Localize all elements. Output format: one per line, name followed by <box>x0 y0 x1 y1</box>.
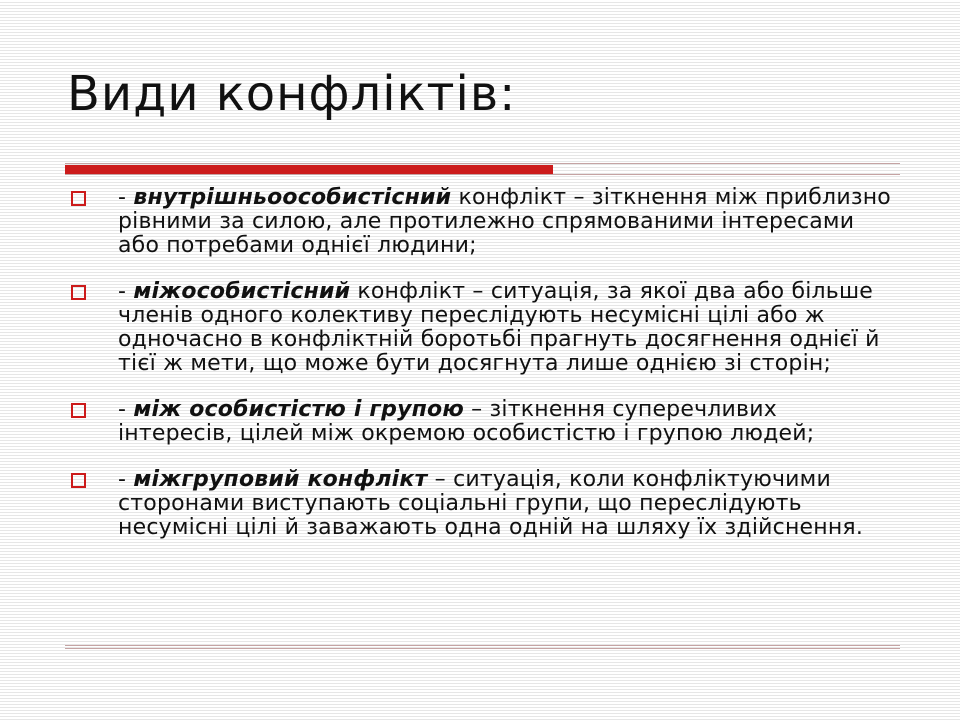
bottom-divider-line-top <box>65 645 900 646</box>
bullet-text: – зіткнення суперечливих інтересів, цілей між окремою особистістю і групою людей; <box>118 397 815 446</box>
bullet-item <box>65 398 895 446</box>
bullet-prefix: - <box>118 185 134 210</box>
hollow-square-icon <box>71 473 86 488</box>
hollow-square-icon <box>71 403 86 418</box>
bullet-prefix: - <box>118 467 134 492</box>
bullet-item <box>65 468 895 540</box>
divider-thin-line-bottom <box>65 174 900 175</box>
bullet-term: між особистістю і групою <box>133 397 464 422</box>
title-divider <box>65 163 900 175</box>
bottom-divider <box>65 645 900 649</box>
bottom-divider-line-bottom <box>65 648 900 649</box>
bullet-text: конфлікт – ситуація, за якої два або більше членів одного колективу переслідують несумісні цілі або ж одночасно в конфліктній боротьбі прагнуть досягнення однієї й тієї ж мети, що може бути досягнута лише однією зі сторін; <box>118 279 880 376</box>
bullet-item <box>65 280 895 376</box>
divider-thin-line-top <box>65 163 900 164</box>
bullet-prefix: - <box>118 279 134 304</box>
bullet-list <box>65 186 895 562</box>
bullet-text: – ситуація, коли конфліктуючими сторонами виступають соціальні групи, що переслідують несумісні цілі й заважають одна одній на шляху їх здійснення. <box>118 467 864 540</box>
bullet-text: конфлікт – зіткнення між приблизно рівними за силою, але протилежно спрямованими інтересами або потребами однієї людини; <box>118 185 891 258</box>
hollow-square-icon <box>71 285 86 300</box>
bullet-item <box>65 186 895 258</box>
bullet-term: міжгруповий конфлікт <box>133 467 428 492</box>
bullet-term: внутрішньоособистісний <box>133 185 452 210</box>
bullet-term: міжособистісний <box>133 279 351 304</box>
hollow-square-icon <box>71 191 86 206</box>
bullet-prefix: - <box>118 397 134 422</box>
divider-red-bar <box>65 165 553 174</box>
slide-title: Види конфліктів: <box>67 66 517 122</box>
